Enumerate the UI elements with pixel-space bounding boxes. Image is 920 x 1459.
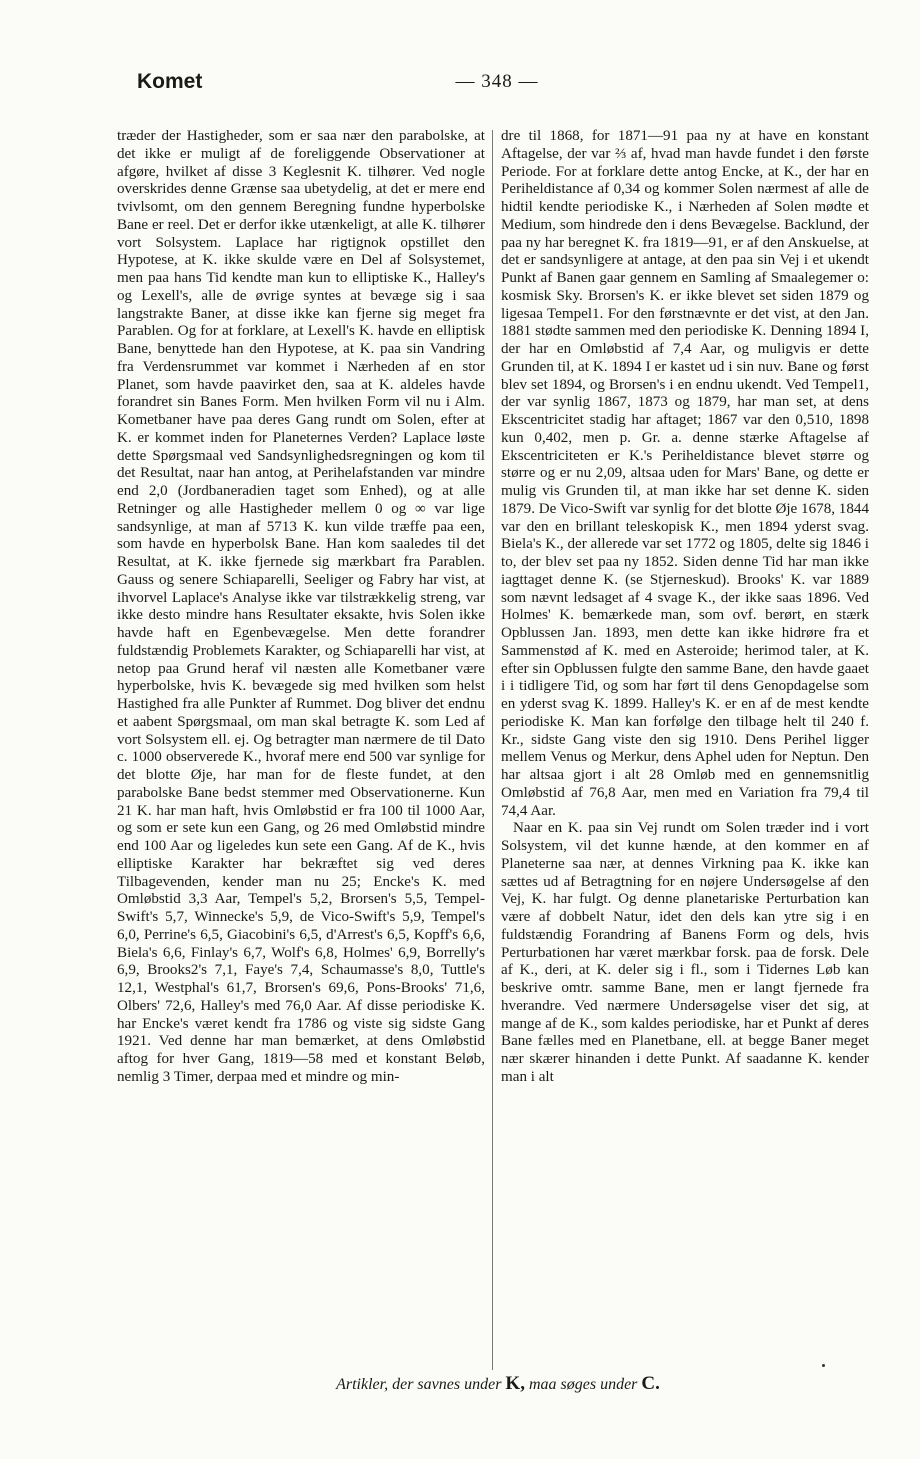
- footer-letter-c: C.: [641, 1373, 660, 1394]
- footer-text-start: Artikler, der savnes under: [336, 1376, 502, 1393]
- page-number: — 348 —: [455, 71, 539, 92]
- footer-letter-k: K,: [505, 1373, 525, 1394]
- left-column: [117, 128, 485, 1087]
- stray-mark: [822, 1364, 825, 1367]
- footer-note: [0, 1373, 920, 1395]
- running-head-word: Komet: [137, 70, 203, 93]
- right-paragraph-2: Naar en K. paa sin Vej rundt om Solen træder ind i vort Solsystem, vil det kunne hænde, at den kommer en af Planeterne saa nær, at dennes Virkning paa K. ikke kan sættes ud af Betragtning for en nøjere Undersøgelse af den Vej, K. har fulgt. Og denne planetariske Perturbation kan være af dobbelt Natur, idet den dels kan ytre sig i en fuldstændig Forandring af Banens Form og dels, hvis Perturbationen har været mærkbar forsk. paa de forsk. Dele af K., deri, at K. deler sig i fl., som i Tidernes Løb kan beskrive omtr. samme Bane, men er langt fjernede fra hverandre. Ved nærmere Undersøgelse viser det sig, at mange af de K., som kaldes periodiske, har et Punkt af deres Bane fælles med en Planetbane, ell. at begge Baner meget nær skærer hinanden i dette Punkt. Af saadanne K. kender man i alt: [501, 820, 869, 1085]
- footer-text-middle: maa søges under: [528, 1376, 638, 1393]
- right-column: [501, 128, 869, 1087]
- left-paragraph-1: træder der Hastigheder, som er saa nær den parabolske, at det ikke er muligt af de foreliggende Observationer at afgøre, hvilket af disse 3 Keglesnit K. tilhører. Ved nogle overskrides denne Grænse saa ubetydelig, at det er mere end tvivlsomt, om den gennem Beregning fundne hyperbolske Bane er reel. Det er derfor ikke utænkeligt, at alle K. tilhører vort Solsystem. Laplace har rigtignok opstillet den Hypotese, at K. ikke skulde være en Del af Solsystemet, men paa hans Tid kendte man kun to elliptiske K., Halley's og Lexell's, alle de øvrige syntes at bevæge sig i saa langstrakte Baner, at disse ikke kan fjerne sig meget fra Parablen. Og for at forklare, at Lexell's K. havde en elliptisk Bane, benyttede han den Hypotese, at K. paa sin Vandring fra Verdensrummet var kommet i Nærheden af en stor Planet, som havde paavirket den, saa at K. aldeles havde forandret sin Banes Form. Men hvilken Form vil nu i Alm. Kometbaner have paa deres Gang rundt om Solen, efter at K. er kommet inden for Planeternes Verden? Laplace løste dette Spørgsmaal ved Sandsynlighedsregningen og kom til det Resultat, naar han antog, at Perihelafstanden var mindre end 2,0 (Jordbaneradien taget som Enhed), og at alle Retninger og alle Hastigheder mellem 0 og ∞ var lige sandsynlige, at man af 5713 K. kun vilde træffe paa een, som havde en hyperbolsk Bane. Han kom saaledes til det Resultat, at K. ikke fjernede sig mærkbart fra Parablen. Gauss og senere Schiaparelli, Seeliger og Fabry har vist, at ihvorvel Laplace's Analyse ikke var tilstrækkelig streng, var ikke desto mindre hans Resultater eksakte, hvis Solen ikke havde haft en Egenbevægelse. Men dette forandrer fuldstændig Problemets Karakter, og Schiaparelli har vist, at netop paa Grund heraf vil næsten alle Kometbaner være hyperbolske, hvis K. bevægede sig med hvilken som helst Hastighed fra alle Punkter af Rummet. Dog bliver det endnu et aabent Spørgsmaal, om man skal betragte K. som Led af vort Solsystem ell. ej. Og betragter man nærmere de til Dato c. 1000 observerede K., hvoraf mere end 500 var synlige for det blotte Øje, har man for de fleste fundet, at den parabolske Bane bedst stemmer med Observationerne. Kun 21 K. har man haft, hvis Omløbstid er fra 100 til 1000 Aar, og som er sete kun een Gang, og 26 med Omløbstid mindre end 100 Aar og ligeledes kun sete een Gang. Af de K., hvis elliptiske Karakter har bekræftet sig ved deres Tilbagevenden, kender man nu 25; Encke's K. med Omløbstid 3,3 Aar, Tempel's 5,2, Brorsen's 5,5, Tempel-Swift's 5,7, Winnecke's 5,9, de Vico-Swift's 5,9, Tempel's 6,0, Perrine's 6,5, Giacobini's 6,5, d'Arrest's 6,5, Kopff's 6,6, Biela's 6,6, Finlay's 6,7, Wolf's 6,8, Holmes' 6,9, Borrelly's 6,9, Brooks2's 7,1, Faye's 7,4, Schaumasse's 8,0, Tuttle's 12,1, Westphal's 61,7, Brorsen's 69,6, Pons-Brooks' 71,6, Olbers' 72,6, Halley's med 76,0 Aar. Af disse periodiske K. har Encke's været kendt fra 1786 og viste sig sidste Gang 1921. Ved denne har man bemærket, at dens Omløbstid aftog for hver Gang, 1819—58 med et konstant Beløb, nemlig 3 Timer, derpaa med et mindre og min-: [117, 128, 485, 1085]
- right-paragraph-1: dre til 1868, for 1871—91 paa ny at have en konstant Aftagelse, der var ⅔ af, hvad man havde fundet i den første Periode. For at forklare dette antog Encke, at K., der har en Periheldistance af 0,34 og kommer Solen nærmest af alle de hidtil kendte periodiske K., i Nærheden af Solen mødte et Medium, som hindrede den i dens Bevægelse. Backlund, der paa ny har beregnet K. fra 1819—91, er af den Anskuelse, at det er sandsynligere at antage, at den paa sin Vej i et ukendt Punkt af Banen gaar gennem en Samling af Smaalegemer o: kosmisk Sky. Brorsen's K. er ikke blevet set siden 1879 og ligesaa Tempel1. For den førstnævnte er det vist, at den Jan. 1881 stødte sammen med den periodiske K. Denning 1894 I, der har en Omløbstid af 7,4 Aar, og muligvis er dette Grunden til, at K. 1894 I er kastet ud i sin nuv. Bane og først blev set 1894, og Brorsen's i en endnu ukendt. Ved Tempel1, der var synlig 1867, 1873 og 1879, har man set, at dens Ekscentricitet stadig har aftaget; 1867 var den 0,510, 1898 kun 0,402, men p. Gr. a. denne stærke Aftagelse af Ekscentriciteten er K.'s Periheldistance blevet større og større og er nu 2,09, altsaa uden for Mars' Bane, og dette er mulig vis Grunden til, at man ikke har set denne K. siden 1879. De Vico-Swift var synlig for det blotte Øje 1678, 1844 var den en brillant teleskopisk K., men 1894 yderst svag. Biela's K., der allerede var set 1772 og 1805, delte sig 1846 i to, der blev set paa ny 1852. Siden denne Tid har man ikke iagttaget denne K. (se Stjerneskud). Brooks' K. var 1889 som nævnt ledsaget af 4 svage K., der ikke saas 1896. Ved Holmes' K. bemærkede man, som ovf. berørt, en stærk Opblussen Jan. 1893, men dette kan ikke hidrøre fra et Sammenstød af K. med en Asteroide; herimod taler, at K. efter sin Opblussen fulgte den samme Bane, den havde gaaet i i tidligere Tid, og som har ført til dens Genopdagelse som en yderst svag K. 1899. Halley's K. er en af de mest kendte periodiske K. Man kan forfølge den tilbage helt til 240 f. Kr., sidste Gang viste den sig 1910. Dens Perihel ligger mellem Venus og Merkur, dens Aphel uden for Neptun. Den har altsaa gjort i alt 28 Omløb med en gennemsnitlig Omløbstid af 76,8 Aar, men med en Variation fra 79,4 til 74,4 Aar.: [501, 128, 869, 819]
- column-divider: [492, 130, 493, 1370]
- page-header: [137, 70, 837, 100]
